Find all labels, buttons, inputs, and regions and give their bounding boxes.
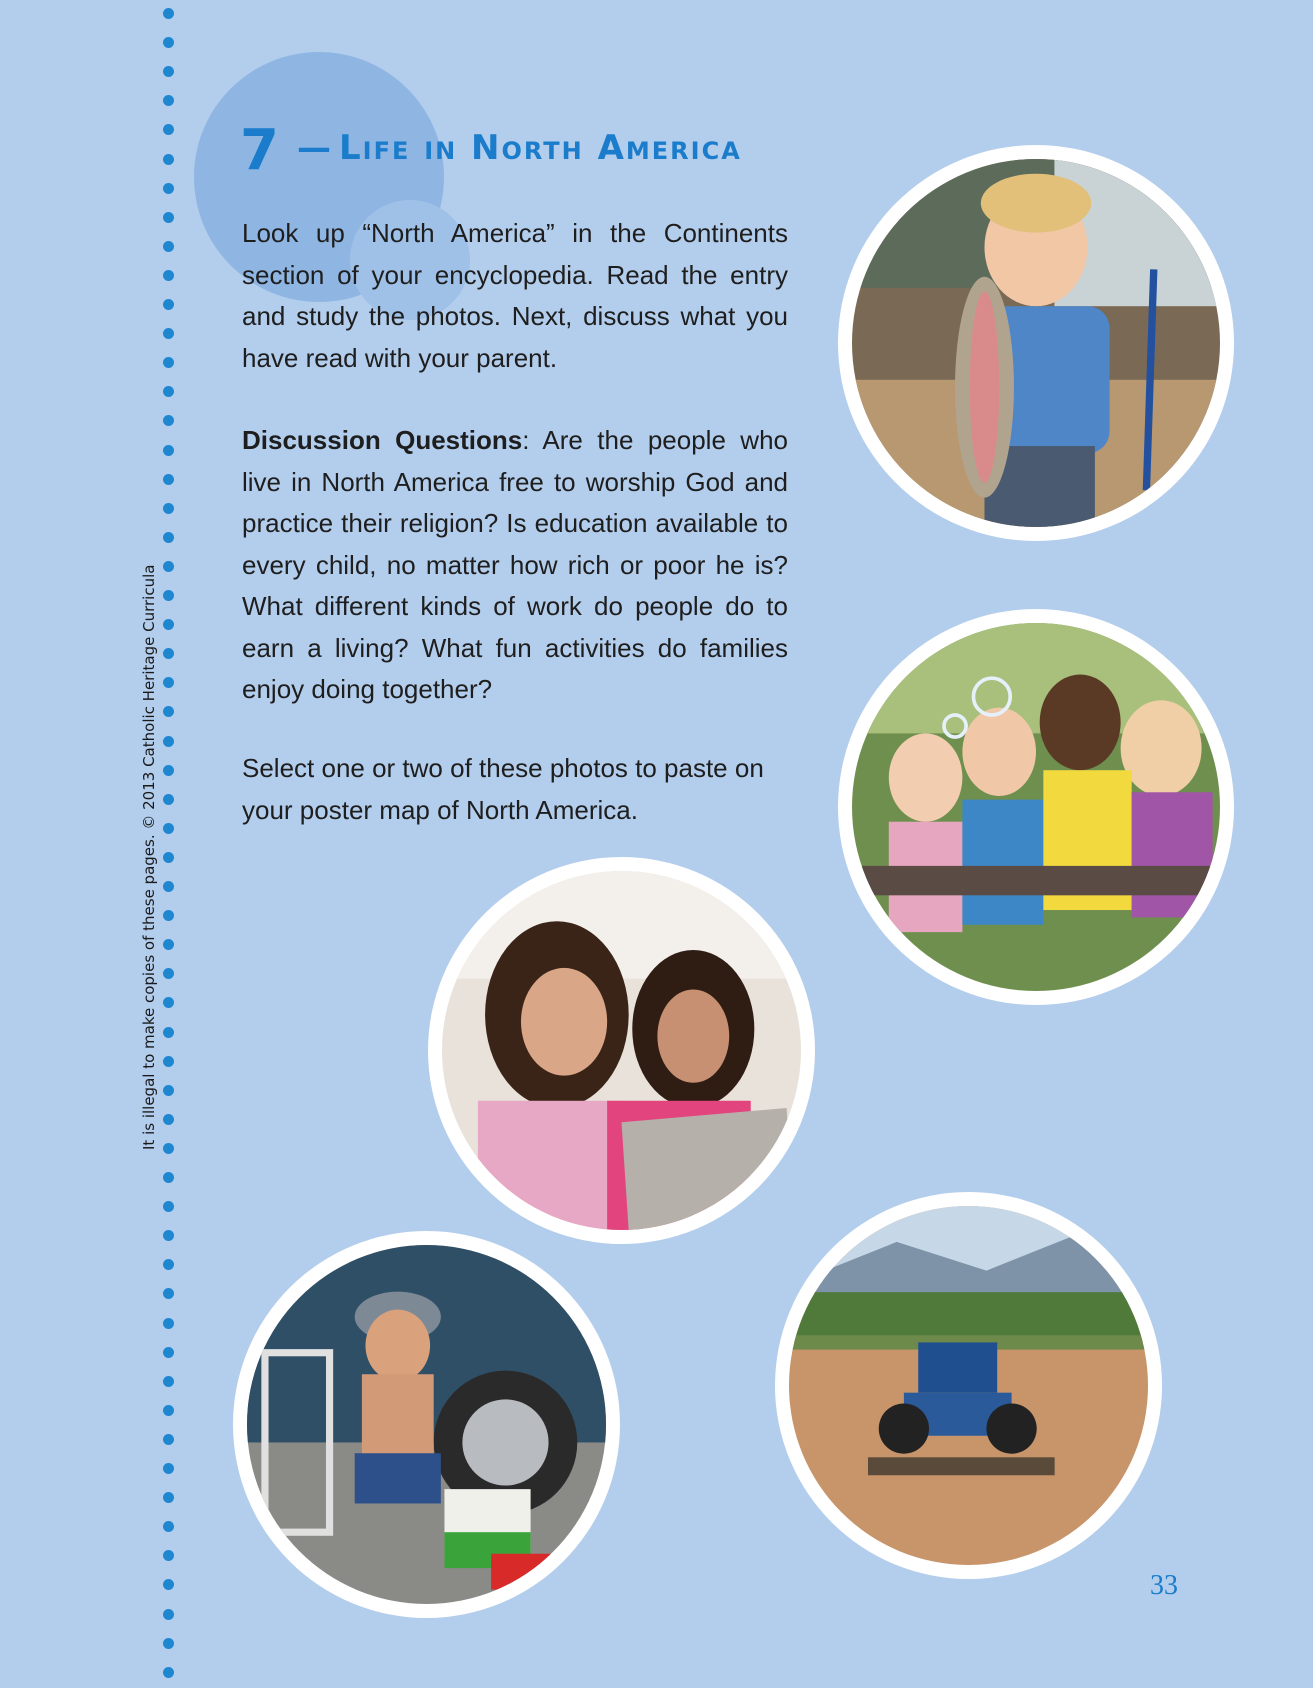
binding-dot: [163, 677, 174, 688]
lesson-number: 7: [240, 118, 279, 183]
binding-dot: [163, 1288, 174, 1299]
photo-tractor-field: [775, 1192, 1162, 1579]
lesson-title: Life in North America: [338, 128, 742, 168]
binding-dot: [163, 415, 174, 426]
binding-dot: [163, 241, 174, 252]
binding-dot: [163, 8, 174, 19]
binding-dot: [163, 1463, 174, 1474]
photo-boy-washing-car: [233, 1231, 620, 1618]
binding-dot: [163, 706, 174, 717]
binding-dot: [163, 154, 174, 165]
binding-dot: [163, 357, 174, 368]
binding-dot: [163, 561, 174, 572]
binding-dot: [163, 1492, 174, 1503]
binding-dot: [163, 1085, 174, 1096]
binding-dot: [163, 1056, 174, 1067]
dotted-binding-line: [163, 8, 175, 1680]
discussion-paragraph: [242, 420, 788, 711]
tractor-field-image: [789, 1206, 1148, 1565]
binding-dot: [163, 997, 174, 1008]
binding-dot: [163, 1230, 174, 1241]
binding-dot: [163, 66, 174, 77]
photo-boy-with-fish: [838, 145, 1234, 541]
binding-dot: [163, 183, 174, 194]
binding-dot: [163, 474, 174, 485]
intro-paragraph: Look up “North America” in the Continents section of your encyclopedia. Read the entry and study the photos. Next, discuss what you have read with your parent.: [242, 218, 788, 373]
binding-dot: [163, 765, 174, 776]
binding-dot: [163, 1521, 174, 1532]
binding-dot: [163, 386, 174, 397]
binding-dot: [163, 1318, 174, 1329]
binding-dot: [163, 736, 174, 747]
binding-dot: [163, 1114, 174, 1125]
binding-dot: [163, 328, 174, 339]
binding-dot: [163, 852, 174, 863]
binding-dot: [163, 95, 174, 106]
page-title: [240, 118, 742, 183]
binding-dot: [163, 532, 174, 543]
binding-dot: [163, 968, 174, 979]
binding-dot: [163, 939, 174, 950]
binding-dot: [163, 1376, 174, 1387]
instruction-paragraph: Select one or two of these photos to paste on your poster map of North America.: [242, 753, 764, 825]
children-bubbles-image: [852, 623, 1220, 991]
binding-dot: [163, 1405, 174, 1416]
boy-washing-car-image: [247, 1245, 606, 1604]
photo-girls-laptop: [428, 857, 815, 1244]
binding-dot: [163, 1347, 174, 1358]
binding-dot: [163, 619, 174, 630]
discussion-label: Discussion Questions: [242, 425, 523, 455]
photo-children-bubbles: [838, 609, 1234, 1005]
binding-dot: [163, 1638, 174, 1649]
binding-dot: [163, 590, 174, 601]
binding-dot: [163, 1550, 174, 1561]
discussion-text: : Are the people who live in North America free to worship God and practice their religion? Is education available to every child, no matter how rich or poor he is? What different kinds of work do people do to earn a living? What fun activities do families enjoy doing together?: [242, 425, 788, 704]
binding-dot: [163, 1609, 174, 1620]
title-dash: —: [296, 128, 331, 168]
binding-dot: [163, 212, 174, 223]
binding-dot: [163, 1434, 174, 1445]
copyright-notice: It is illegal to make copies of these pages. © 2013 Catholic Heritage Curricula: [140, 564, 158, 1150]
binding-dot: [163, 823, 174, 834]
binding-dot: [163, 794, 174, 805]
binding-dot: [163, 910, 174, 921]
binding-dot: [163, 1027, 174, 1038]
binding-dot: [163, 1143, 174, 1154]
binding-dot: [163, 881, 174, 892]
binding-dot: [163, 503, 174, 514]
binding-dot: [163, 37, 174, 48]
binding-dot: [163, 1259, 174, 1270]
binding-dot: [163, 299, 174, 310]
binding-dot: [163, 1667, 174, 1678]
page-number: 33: [1150, 1570, 1178, 1601]
binding-dot: [163, 270, 174, 281]
binding-dot: [163, 445, 174, 456]
girls-laptop-image: [442, 871, 801, 1230]
binding-dot: [163, 1172, 174, 1183]
binding-dot: [163, 1201, 174, 1212]
binding-dot: [163, 1579, 174, 1590]
binding-dot: [163, 648, 174, 659]
binding-dot: [163, 124, 174, 135]
boy-with-fish-image: [852, 159, 1220, 527]
